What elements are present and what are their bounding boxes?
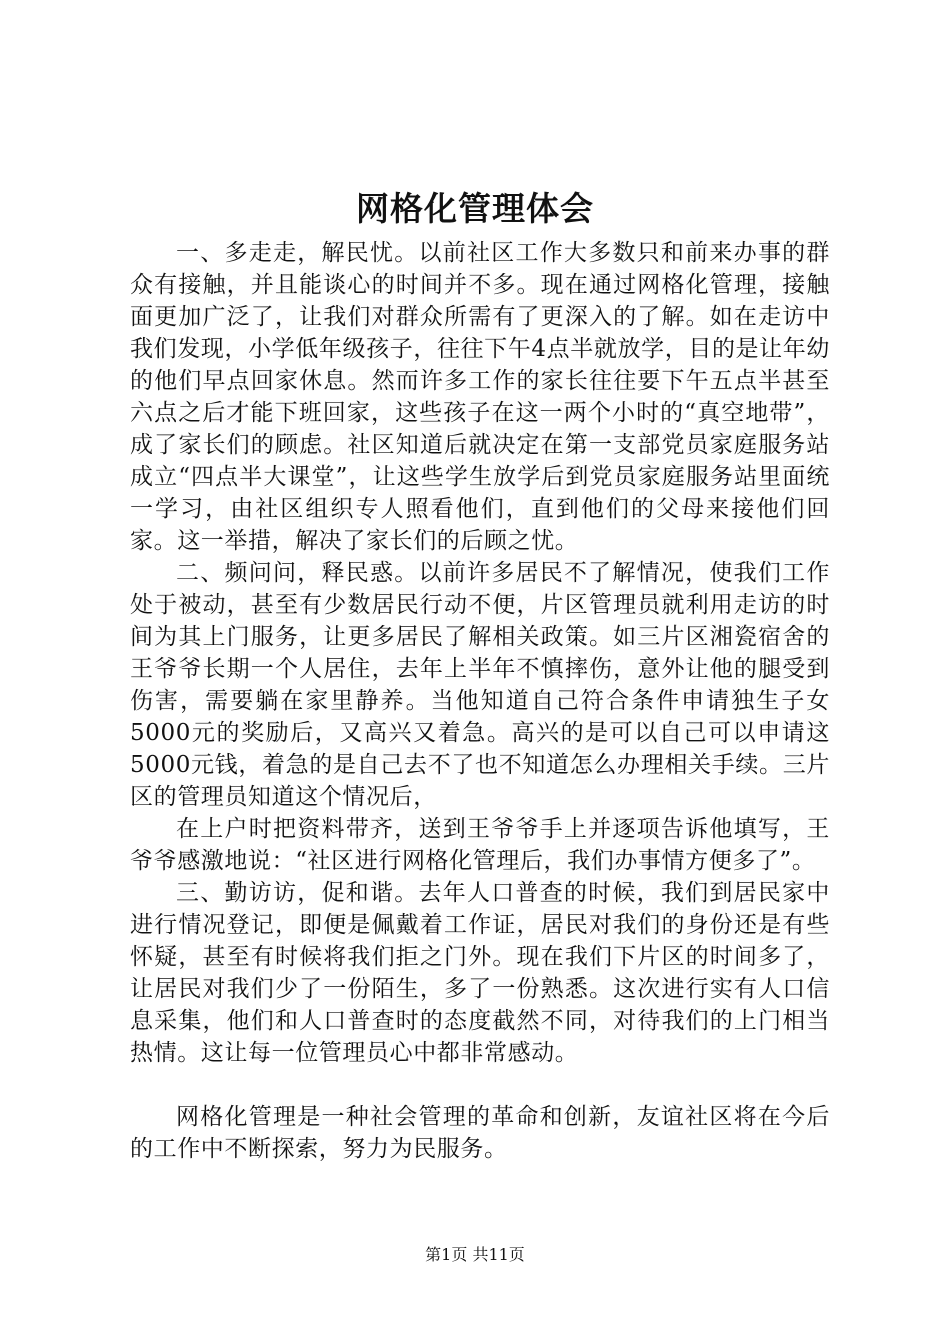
paragraph-4: 三、勤访访，促和谐。去年人口普查的时候，我们到居民家中进行情况登记，即便是佩戴着工作证，居民对我们的身份还是有些怀疑，甚至有时候将我们拒之门外。现在我们下片区的时间多了，让居民对我们少了一份陌生，多了一份熟悉。这次进行实有人口信息采集，他们和人口普查时的态度截然不同，对待我们的上门相当热情。这让每一位管理员心中都非常感动。 <box>130 880 830 1066</box>
paragraph-1: 一、多走走，解民忧。以前社区工作大多数只和前来办事的群众有接触，并且能谈心的时间并不多。现在通过网格化管理，接触面更加广泛了，让我们对群众所需有了更深入的了解。如在走访中我们发现，小学低年级孩子，往往下午4点半就放学，目的是让年幼的他们早点回家休息。然而许多工作的家长往往要下午五点半甚至六点之后才能下班回家，这些孩子在这一两个小时的“真空地带”，成了家长们的顾虑。社区知道后就决定在第一支部党员家庭服务站成立“四点半大课堂”，让这些学生放学后到党员家庭服务站里面统一学习，由社区组织专人照看他们，直到他们的父母来接他们回家。这一举措，解决了家长们的后顾之忧。 <box>130 240 830 554</box>
paragraph-3: 在上户时把资料带齐，送到王爷爷手上并逐项告诉他填写，王爷爷感激地说：“社区进行网格化管理后，我们办事情方便多了”。 <box>130 816 830 874</box>
document-body <box>130 237 830 1165</box>
closing-paragraph: 网格化管理是一种社会管理的革命和创新，友谊社区将在今后的工作中不断探索，努力为民服务。 <box>130 1104 830 1162</box>
document-title: 网格化管理体会 <box>356 189 594 228</box>
paragraph-2: 二、频问问，释民惑。以前许多居民不了解情况，使我们工作处于被动，甚至有少数居民行动不便，片区管理员就利用走访的时间为其上门服务，让更多居民了解相关政策。如三片区湘瓷宿舍的王爷爷长期一个人居住，去年上半年不慎摔伤，意外让他的腿受到伤害，需要躺在家里静养。当他知道自己符合条件申请独生子女5000元的奖励后，又高兴又着急。高兴的是可以自己可以申请这5000元钱，着急的是自己去不了也不知道怎么办理相关手续。三片区的管理员知道这个情况后， <box>130 560 830 810</box>
page-footer: 第1页 共11页 <box>425 1245 525 1264</box>
